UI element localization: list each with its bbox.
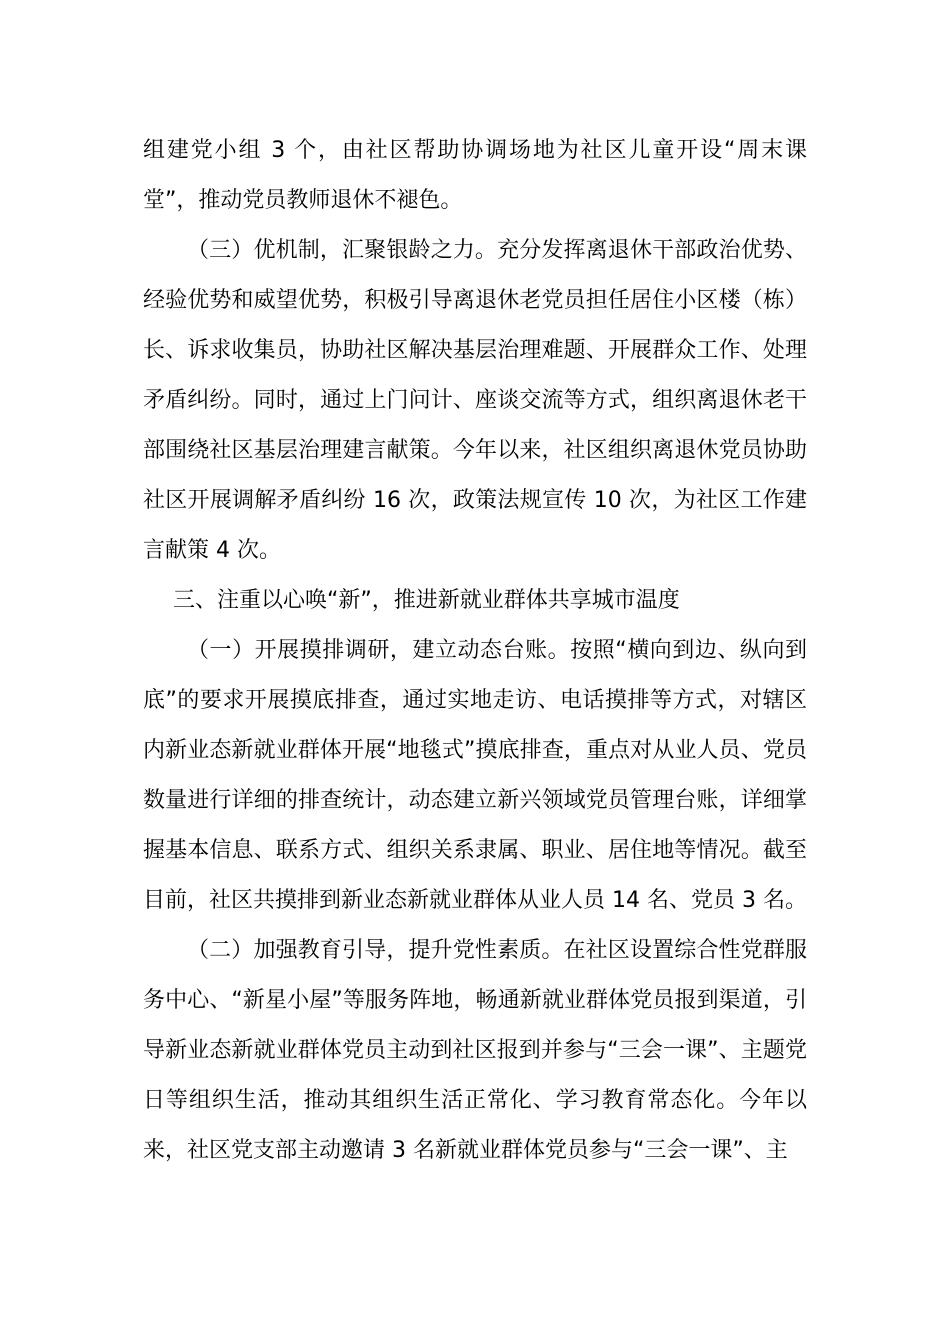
paragraph-continuation: 组建党小组 3 个，由社区帮助协调场地为社区儿童开设“周末课堂”，推动党员教师退休不褪色。: [143, 138, 807, 213]
paragraph-subsection-1: （一）开展摸排调研，建立动态台账。按照“横向到边、纵向到底”的要求开展摸底排查，通过实地走访、电话摸排等方式，对辖区内新业态新就业群体开展“地毯式”摸底排查，重点对从业人员、党员数量进行详细的排查统计，动态建立新兴领域党员管理台账，详细掌握基本信息、联系方式、组织关系隶属、职业、居住地等情况。截至目前，社区共摸排到新业态新就业群体从业人员 14 名、党员 3 名。: [143, 638, 807, 913]
paragraph-subsection-2: （二）加强教育引导，提升党性素质。在社区设置综合性党群服务中心、“新星小屋”等服务阵地，畅通新就业群体党员报到渠道，引导新业态新就业群体党员主动到社区报到并参与“三会一课”、主题党日等组织生活，推动其组织生活正常化、学习教育常态化。今年以来，社区党支部主动邀请 3 名新就业群体党员参与“三会一课”、主: [143, 938, 807, 1163]
document-body: [143, 126, 807, 1176]
paragraph-section-3-3: （三）优机制，汇聚银龄之力。充分发挥离退休干部政治优势、经验优势和威望优势，积极引导离退休老党员担任居住小区楼（栋）长、诉求收集员，协助社区解决基层治理难题、开展群众工作、处理矛盾纠纷。同时，通过上门问计、座谈交流等方式，组织离退休老干部围绕社区基层治理建言献策。今年以来，社区组织离退休党员协助社区开展调解矛盾纠纷 16 次，政策法规宣传 10 次，为社区工作建言献策 4 次。: [143, 238, 807, 563]
section-heading-3: 三、注重以心唤“新”，推进新就业群体共享城市温度: [173, 588, 680, 613]
